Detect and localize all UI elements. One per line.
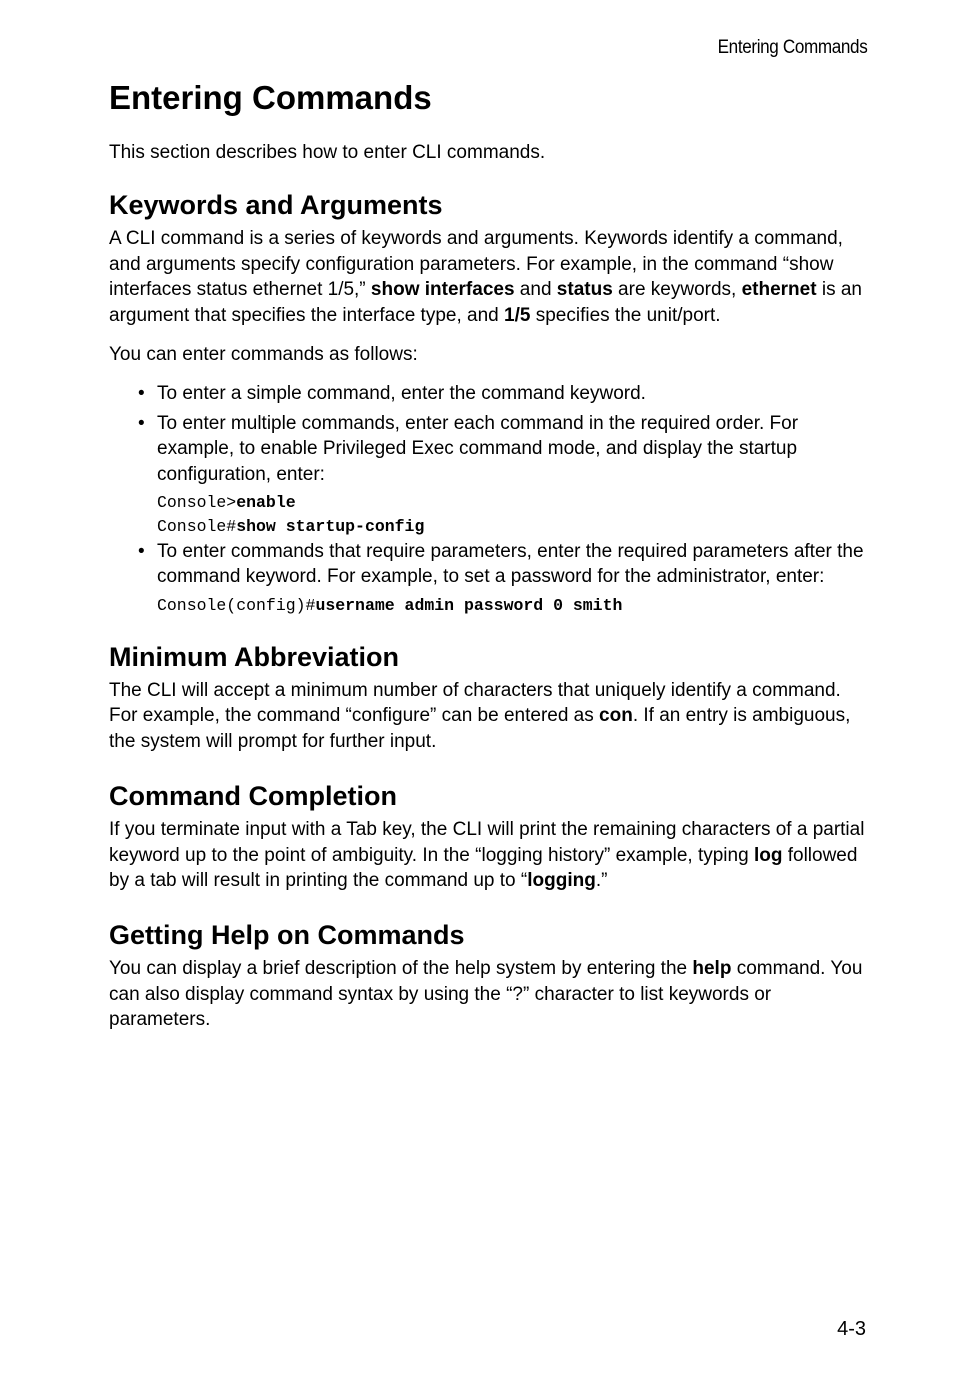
text-run: .” <box>595 869 608 891</box>
abbreviation-heading: Minimum Abbreviation <box>109 641 400 672</box>
text-run: The CLI will accept a minimum number of characters that uniquely identify a command. For example, the command “configure” can be entered as <box>109 679 841 727</box>
completion-paragraph <box>109 817 869 893</box>
list-item <box>109 381 869 406</box>
text-run: A CLI command is a series of keywords and arguments. Keywords identify a command, and arguments specify configuration parameters. For example, in the command “show interfaces status ethernet 1/5,” <box>109 228 843 301</box>
text-run: . If an entry is ambiguous, the system will prompt for further input. <box>109 705 851 752</box>
bold-keyword: 1/5 <box>504 304 531 326</box>
code-prompt: Console> <box>157 493 237 513</box>
bold-keyword: con <box>599 705 633 727</box>
list-item <box>109 411 869 539</box>
bold-keyword: logging <box>527 869 596 891</box>
code-line <box>157 491 869 515</box>
text-run: followed by a tab will result in printing the command up to “ <box>109 844 858 891</box>
code-line <box>157 515 869 539</box>
code-prompt: Console# <box>157 517 237 537</box>
text-run: specifies the unit/port. <box>530 304 721 326</box>
page-content <box>109 78 869 1033</box>
completion-heading: Command Completion <box>109 781 397 812</box>
abbreviation-paragraph <box>109 678 869 754</box>
intro-paragraph: This section describes how to enter CLI commands. <box>109 142 546 163</box>
list-item <box>109 539 869 618</box>
bold-keyword: ethernet <box>741 279 817 301</box>
page-number: 4-3 <box>837 1318 866 1340</box>
help-heading: Getting Help on Commands <box>109 920 465 951</box>
running-header: Entering Commands <box>717 37 867 58</box>
bold-keyword: log <box>753 844 783 866</box>
bullet-icon: • <box>138 541 145 563</box>
text-run: You can display a brief description of the help system by entering the <box>109 958 693 980</box>
bold-keyword: help <box>692 958 732 980</box>
bold-keyword: status <box>556 279 613 301</box>
code-line <box>157 594 869 618</box>
page-title: Entering Commands <box>109 79 432 116</box>
command-bullet-list <box>109 381 869 617</box>
text-run: is an argument that specifies the interface type, and <box>109 279 862 326</box>
code-prompt: Console(config)# <box>157 595 316 615</box>
list-item-text: To enter commands that require parameters, enter the required parameters after the command keyword. For example, to set a password for the administrator, enter: <box>157 541 864 588</box>
text-run: command. You can also display command syntax by using the “?” character to list keywords or parameters. <box>109 958 863 1031</box>
bullet-icon: • <box>138 412 145 434</box>
help-paragraph <box>109 956 869 1032</box>
list-item-text: To enter a simple command, enter the command keyword. <box>157 383 646 405</box>
enter-commands-intro: You can enter commands as follows: <box>109 344 418 366</box>
code-command: username admin password 0 smith <box>315 595 623 615</box>
text-run: and <box>514 279 557 301</box>
keywords-heading: Keywords and Arguments <box>109 190 443 221</box>
list-item-text: To enter multiple commands, enter each command in the required order. For example, to enable Privileged Exec command mode, and display the startup configuration, enter: <box>157 412 799 485</box>
code-block <box>157 491 869 539</box>
text-run: If you terminate input with a Tab key, the CLI will print the remaining characters of a partial keyword up to the point of ambiguity. In the “logging history” example, typing <box>109 819 865 866</box>
code-command: show startup-config <box>236 517 425 537</box>
code-block <box>157 594 869 618</box>
text-run: are keywords, <box>612 279 742 301</box>
bullet-icon: • <box>138 383 145 405</box>
bold-keyword: show interfaces <box>370 279 515 301</box>
keywords-paragraph <box>109 226 869 328</box>
code-command: enable <box>236 493 296 513</box>
